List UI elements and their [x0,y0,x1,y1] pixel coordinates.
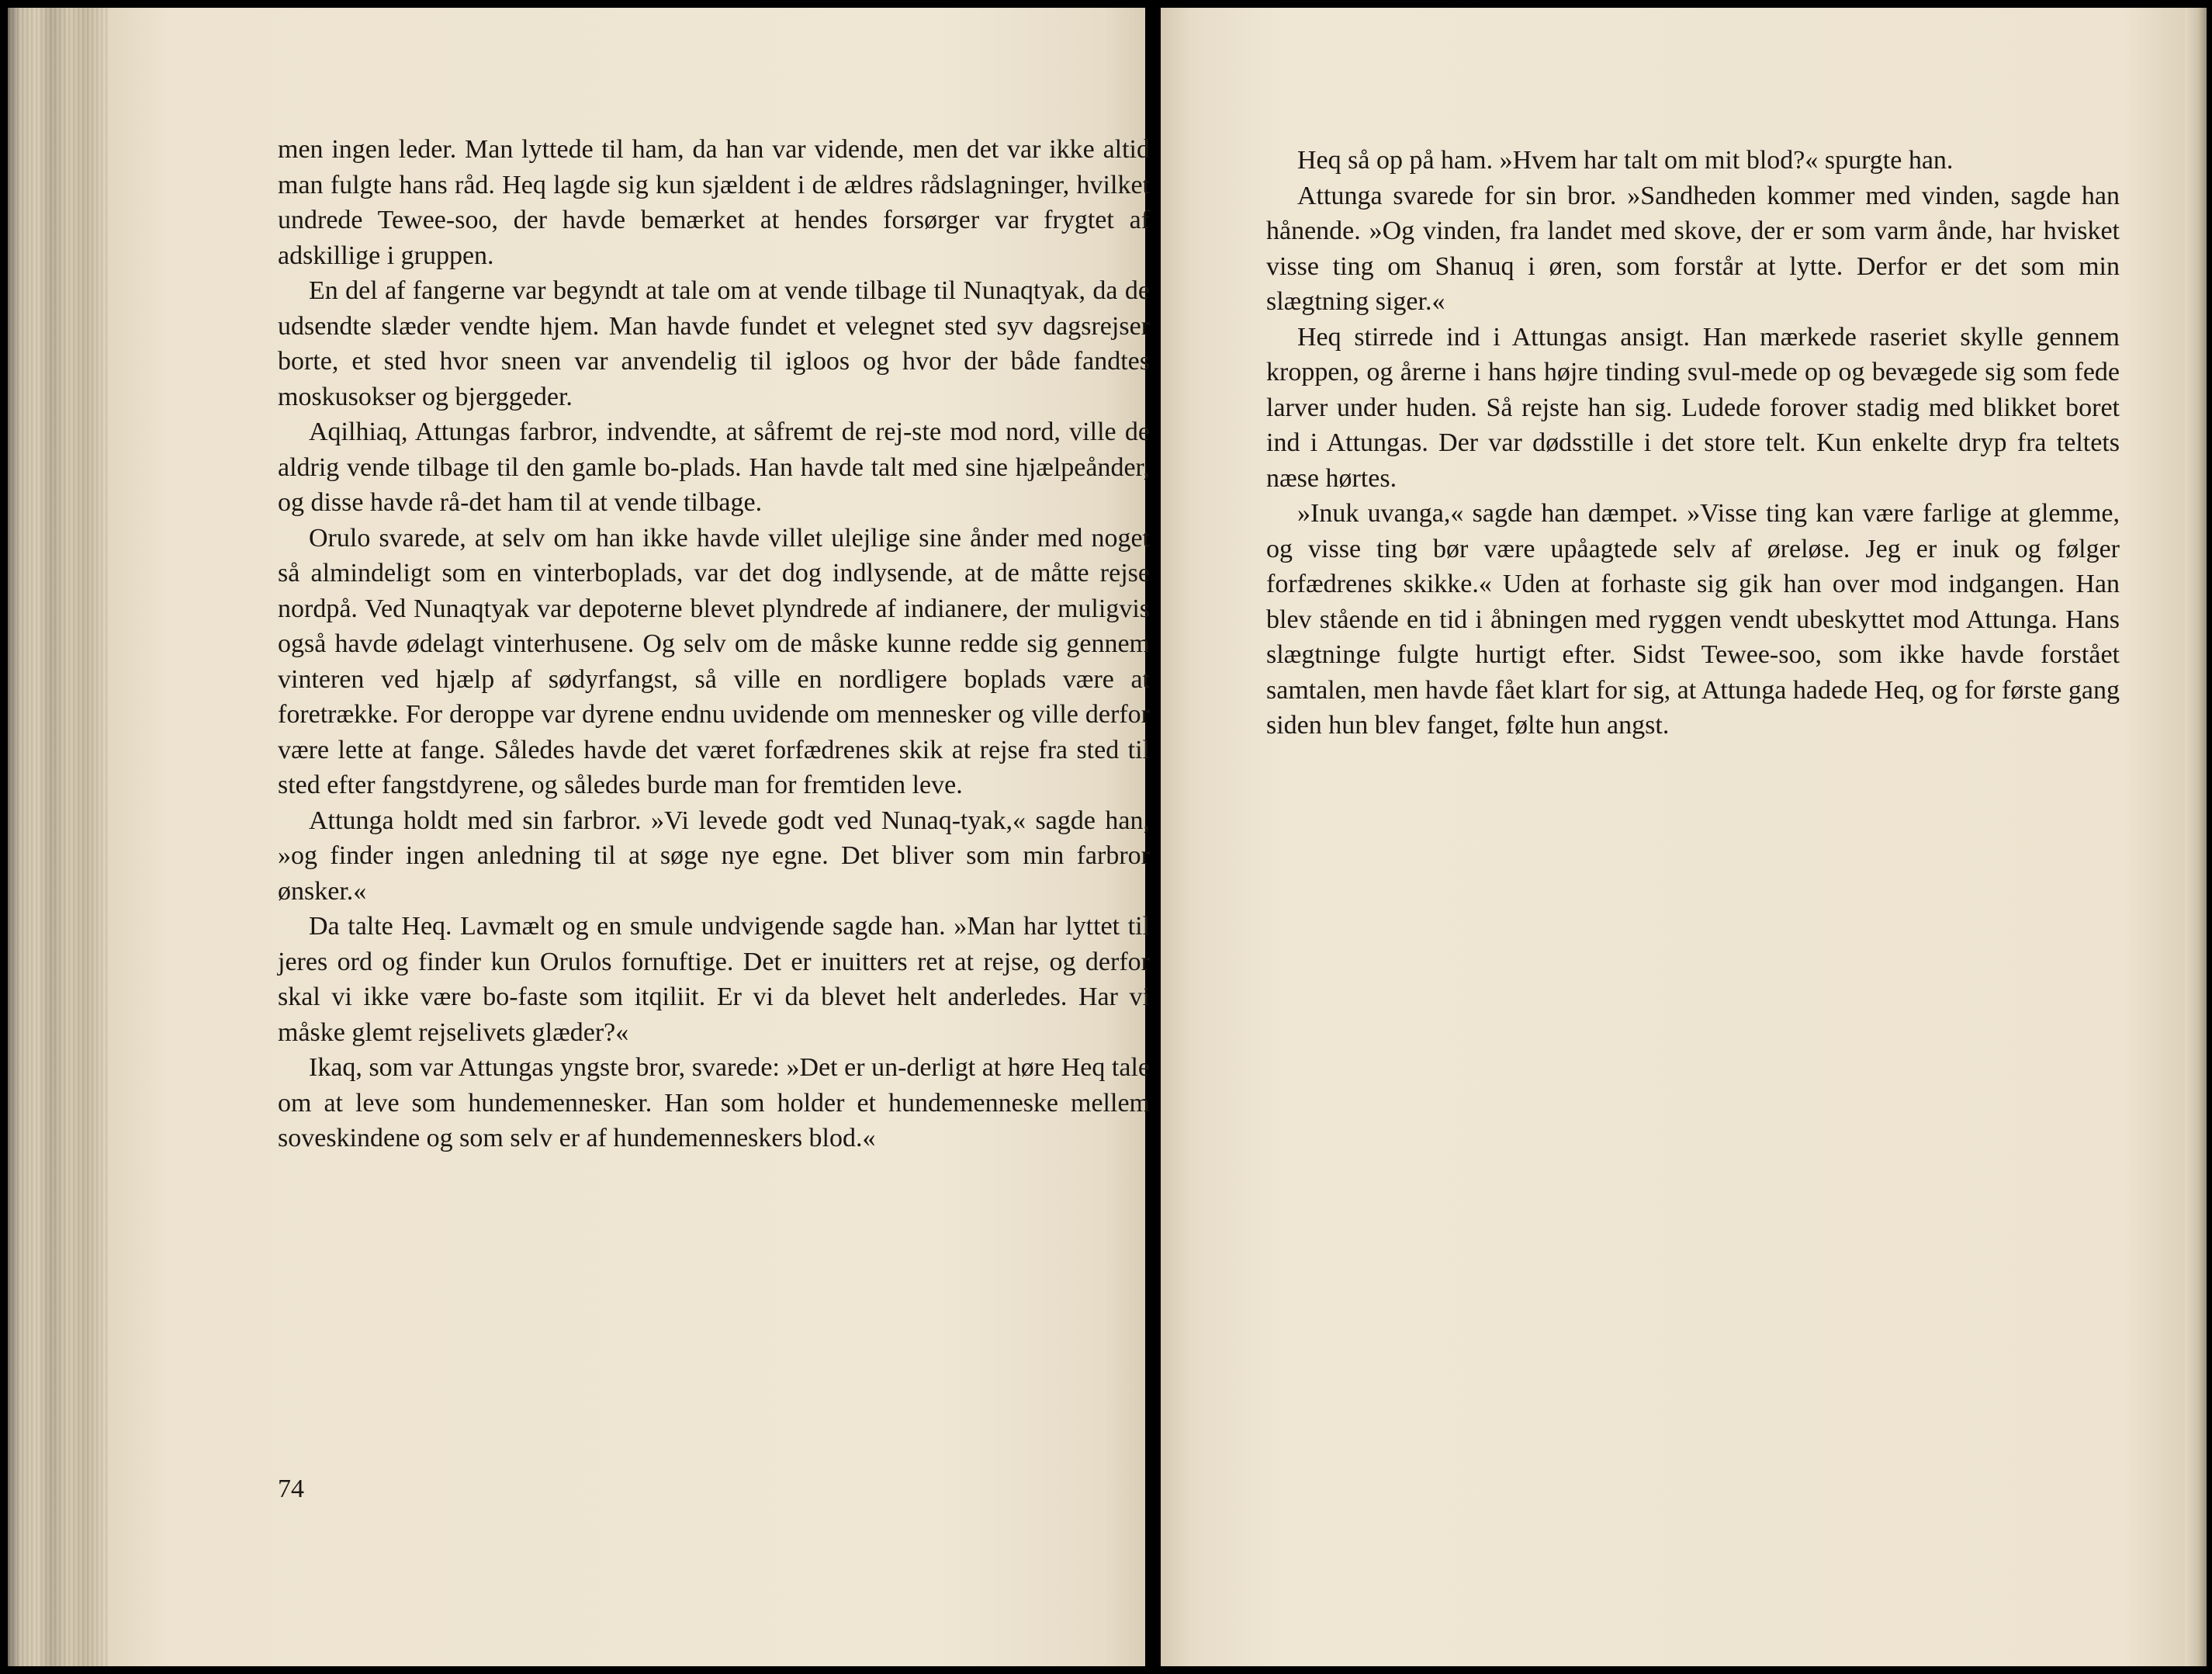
paragraph: Heq så op på ham. »Hvem har talt om mit blod?« spurgte han. [1297,146,1954,175]
paragraph: Attunga holdt med sin farbror. »Vi levede godt ved Nunaq-tyak,« sagde han, »og finder ingen anledning til at søge nye egne. Det bliver som min farbror ønsker.« [278,806,1150,906]
book-page-edges [8,8,113,1666]
paragraph: men ingen leder. Man lyttede til ham, da han var vidende, men det var ikke altid man fulgte hans råd. Heq lagde sig kun sjældent i de ældres rådslagninger, hvilket undrede Tewee-soo, der havde bemærket at hendes forsørger var frygtet af adskillige i gruppen. [278,135,1150,270]
paragraph: Orulo svarede, at selv om han ikke havde villet ulejlige sine ånder med noget så almindeligt som en vinterboplads, var det dog indlysende, at de måtte rejse nordpå. Ved Nunaqtyak var depoterne blevet plyndrede af indianere, der muligvis også havde ødelagt vinterhusene. Og selv om de måske kunne redde sig gennem vinteren ved hjælp af sødyrfangst, så ville en nordligere boplads være at foretrække. For deroppe var dyrene endnu uvidende om mennesker og ville derfor være lette at fange. Således havde det været forfædrenes skik at rejse fra sted til sted efter fangstdyrene, og således burde man for fremtiden leve. [278,523,1150,799]
paragraph: Ikaq, som var Attungas yngste bror, svarede: »Det er un-derligt at høre Heq tale om at leve som hundemennesker. Han som holder et hundemenneske mellem soveskindene og som selv er af hundemenneskers blod.« [278,1053,1150,1152]
right-page-edge [2185,8,2207,1666]
paragraph: »Inuk uvanga,« sagde han dæmpet. »Visse ting kan være farlige at glemme, og visse ting bør være upåagtede selv af øreløse. Jeg er inuk og følger forfædrenes skikke.« Uden at forhaste sig gik han over mod indgangen. Han blev stående en tid i åbningen med ryggen vendt ubeskyttet mod Attunga. Hans slægtninge fulgte hurtigt efter. Sidst Tewee-soo, som ikke havde forstået samtalen, men havde fået klart for sig, at Attunga hadede Heq, og for første gang siden hun blev fanget, følte hun angst. [1266,499,2120,740]
left-page [109,8,1150,1666]
paragraph: Attunga svarede for sin bror. »Sandheden kommer med vinden, sagde han hånende. »Og vinden, fra landet med skove, der er som varm ånde, har hvisket visse ting om Shanuq i øren, som forstår at lytte. Derfor er det som min slægtning siger.« [1266,181,2120,316]
paragraph: Da talte Heq. Lavmælt og en smule undvigende sagde han. »Man har lyttet til jeres ord og finder kun Orulos fornuftige. Det er inuitters ret at rejse, og derfor skal vi ikke være bo-faste som itqiliit. Er vi da blevet helt anderledes. Har vi måske glemt rejselivets glæder?« [278,912,1150,1047]
paragraph: En del af fangerne var begyndt at tale om at vende tilbage til Nunaqtyak, da de udsendte slæder vendte hjem. Man havde fundet et velegnet sted syv dagsrejser borte, et sted hvor sneen var anvendelig til igloos og hvor der både fandtes moskusokser og bjerggeder. [278,276,1150,411]
right-page-text [1266,143,2120,743]
page-number: 74 [278,1475,304,1503]
left-page-text [278,132,1150,1156]
paragraph: Heq stirrede ind i Attungas ansigt. Han mærkede raseriet skylle gennem kroppen, og årerne i hans højre tinding svul-mede op og bevægede sig som fede larver under huden. Så rejste han sig. Ludede forover stadig med blikket boret ind i Attungas. Der var dødsstille i det store telt. Kun enkelte dryp fra teltets næse hørtes. [1266,322,2120,493]
paragraph: Aqilhiaq, Attungas farbror, indvendte, at såfremt de rej-ste mod nord, ville de aldrig vende tilbage til den gamle bo-plads. Han havde talt med sine hjælpeånder, og disse havde rå-det ham til at vende tilbage. [278,418,1150,517]
right-page [1161,8,2185,1666]
